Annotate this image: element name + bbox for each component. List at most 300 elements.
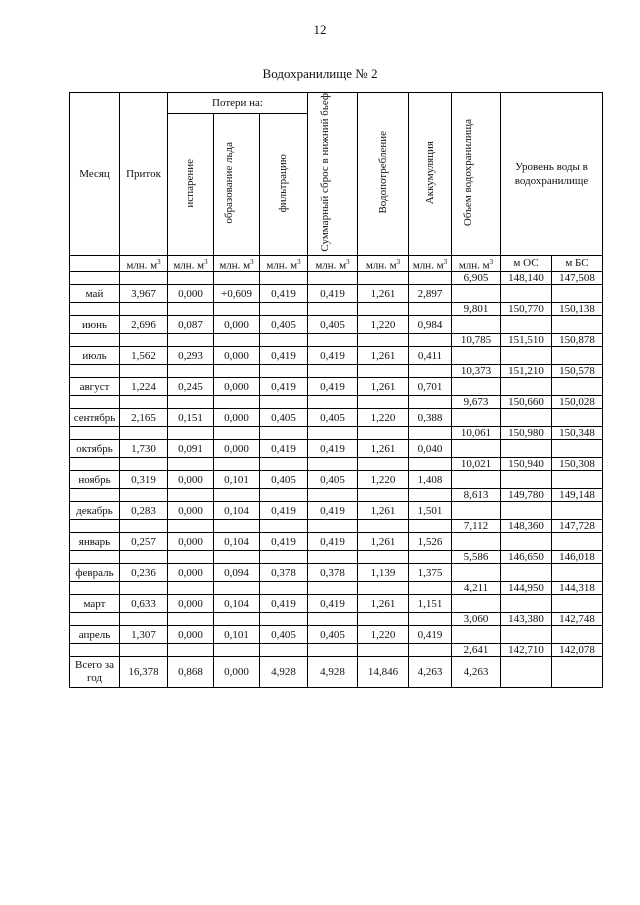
empty-cell xyxy=(501,657,552,688)
level-bs-cell: 147,508 xyxy=(552,272,603,285)
filtration-cell: 0,419 xyxy=(260,285,308,303)
unit-cell: млн. $м^3$ xyxy=(120,255,168,272)
empty-cell xyxy=(452,533,501,551)
empty-cell xyxy=(260,396,308,409)
empty-cell xyxy=(168,489,214,502)
volume-cell: 9,801 xyxy=(452,303,501,316)
ice-cell: 0,101 xyxy=(214,471,260,489)
total-inflow-cell: 16,378 xyxy=(120,657,168,688)
level-os-cell: 142,710 xyxy=(501,644,552,657)
empty-cell xyxy=(409,427,452,440)
empty-cell xyxy=(168,272,214,285)
filtration-cell: 0,419 xyxy=(260,347,308,365)
empty-cell xyxy=(168,365,214,378)
accumulation-cell: 0,984 xyxy=(409,316,452,334)
header-volume: Объем водохранилища xyxy=(452,93,501,256)
empty-cell xyxy=(260,551,308,564)
empty-cell xyxy=(552,285,603,303)
empty-cell xyxy=(308,303,358,316)
filtration-cell: 0,419 xyxy=(260,378,308,396)
filtration-cell: 0,419 xyxy=(260,440,308,458)
empty-cell xyxy=(501,285,552,303)
volume-cell: 3,060 xyxy=(452,613,501,626)
level-os-cell: 148,140 xyxy=(501,272,552,285)
empty-cell xyxy=(308,272,358,285)
empty-cell xyxy=(120,365,168,378)
empty-cell xyxy=(70,272,120,285)
empty-cell xyxy=(452,595,501,613)
month-row xyxy=(70,595,603,613)
empty-cell xyxy=(501,378,552,396)
empty-cell xyxy=(70,303,120,316)
month-cell: апрель xyxy=(70,626,120,644)
header-ice-formation: образование льда xyxy=(214,114,260,255)
empty-cell xyxy=(70,551,120,564)
inflow-cell: 1,307 xyxy=(120,626,168,644)
empty-cell xyxy=(70,396,120,409)
month-row xyxy=(70,440,603,458)
empty-cell xyxy=(168,334,214,347)
header-month: Месяц xyxy=(70,93,120,256)
water-use-cell: 1,220 xyxy=(358,626,409,644)
accumulation-cell: 1,526 xyxy=(409,533,452,551)
filtration-cell: 0,419 xyxy=(260,533,308,551)
empty-cell xyxy=(120,489,168,502)
level-bs-cell: 150,138 xyxy=(552,303,603,316)
empty-cell xyxy=(552,564,603,582)
volume-cell: 4,211 xyxy=(452,582,501,595)
evaporation-cell: 0,293 xyxy=(168,347,214,365)
empty-cell xyxy=(409,644,452,657)
empty-cell xyxy=(308,334,358,347)
empty-cell xyxy=(409,396,452,409)
accumulation-cell: 2,897 xyxy=(409,285,452,303)
empty-cell xyxy=(70,520,120,533)
ice-cell: 0,104 xyxy=(214,502,260,520)
evaporation-cell: 0,000 xyxy=(168,626,214,644)
discharge-cell: 0,419 xyxy=(308,533,358,551)
empty-cell xyxy=(501,316,552,334)
empty-cell xyxy=(409,582,452,595)
empty-cell xyxy=(409,365,452,378)
empty-cell xyxy=(552,347,603,365)
empty-cell xyxy=(552,533,603,551)
empty-cell xyxy=(552,626,603,644)
unit-cell: млн. $м^3$ xyxy=(358,255,409,272)
ice-cell: 0,094 xyxy=(214,564,260,582)
month-cell: февраль xyxy=(70,564,120,582)
empty-cell xyxy=(260,427,308,440)
inflow-cell: 1,730 xyxy=(120,440,168,458)
empty-cell xyxy=(308,427,358,440)
level-bs-cell: 142,748 xyxy=(552,613,603,626)
evaporation-cell: 0,000 xyxy=(168,595,214,613)
empty-cell xyxy=(358,613,409,626)
empty-cell xyxy=(308,613,358,626)
level-bs-cell: 144,318 xyxy=(552,582,603,595)
unit-cell: млн. $м^3$ xyxy=(214,255,260,272)
total-row xyxy=(70,657,603,688)
empty-cell xyxy=(452,471,501,489)
empty-cell xyxy=(260,489,308,502)
accumulation-cell: 0,040 xyxy=(409,440,452,458)
month-row xyxy=(70,471,603,489)
empty-cell xyxy=(308,582,358,595)
level-bs-cell: 142,078 xyxy=(552,644,603,657)
empty-cell xyxy=(552,595,603,613)
water-use-cell: 1,261 xyxy=(358,533,409,551)
evaporation-cell: 0,000 xyxy=(168,471,214,489)
volume-cell: 2,641 xyxy=(452,644,501,657)
month-row xyxy=(70,285,603,303)
empty-cell xyxy=(358,272,409,285)
ice-cell: 0,000 xyxy=(214,316,260,334)
empty-cell xyxy=(70,613,120,626)
level-bs-cell: 150,308 xyxy=(552,458,603,471)
empty-cell xyxy=(214,334,260,347)
total-ice-cell: 0,000 xyxy=(214,657,260,688)
empty-cell xyxy=(260,458,308,471)
empty-cell xyxy=(308,396,358,409)
header-accumulation: Аккумуляция xyxy=(409,93,452,256)
month-cell: январь xyxy=(70,533,120,551)
filtration-cell: 0,405 xyxy=(260,316,308,334)
volume-cell: 10,785 xyxy=(452,334,501,347)
inflow-cell: 1,562 xyxy=(120,347,168,365)
evaporation-cell: 0,000 xyxy=(168,285,214,303)
empty-cell xyxy=(168,458,214,471)
volume-row xyxy=(70,520,603,533)
volume-row xyxy=(70,272,603,285)
water-use-cell: 1,139 xyxy=(358,564,409,582)
empty-cell xyxy=(214,644,260,657)
inflow-cell: 1,224 xyxy=(120,378,168,396)
accumulation-cell: 1,151 xyxy=(409,595,452,613)
volume-row xyxy=(70,613,603,626)
inflow-cell: 2,696 xyxy=(120,316,168,334)
water-use-cell: 1,261 xyxy=(358,595,409,613)
month-cell: июнь xyxy=(70,316,120,334)
ice-cell: 0,000 xyxy=(214,378,260,396)
volume-cell: 7,112 xyxy=(452,520,501,533)
volume-row xyxy=(70,458,603,471)
empty-cell xyxy=(409,613,452,626)
water-use-cell: 1,261 xyxy=(358,378,409,396)
empty-cell xyxy=(452,440,501,458)
discharge-cell: 0,405 xyxy=(308,626,358,644)
accumulation-cell: 0,419 xyxy=(409,626,452,644)
empty-cell xyxy=(70,365,120,378)
month-cell: август xyxy=(70,378,120,396)
empty-cell xyxy=(260,644,308,657)
empty-cell xyxy=(409,551,452,564)
empty-cell xyxy=(452,502,501,520)
discharge-cell: 0,378 xyxy=(308,564,358,582)
empty-cell xyxy=(358,582,409,595)
empty-cell xyxy=(358,458,409,471)
month-cell: март xyxy=(70,595,120,613)
filtration-cell: 0,419 xyxy=(260,502,308,520)
empty-cell xyxy=(409,489,452,502)
month-cell: октябрь xyxy=(70,440,120,458)
reservoir-balance-table xyxy=(69,92,603,688)
volume-row xyxy=(70,303,603,316)
empty-cell xyxy=(308,489,358,502)
empty-cell xyxy=(214,303,260,316)
total-water-use-cell: 14,846 xyxy=(358,657,409,688)
page-number: 12 xyxy=(313,22,327,37)
empty-cell xyxy=(358,427,409,440)
header-filtration: фильтрацию xyxy=(260,114,308,255)
empty-cell xyxy=(168,427,214,440)
empty-cell xyxy=(168,396,214,409)
level-os-cell: 143,380 xyxy=(501,613,552,626)
ice-cell: 0,101 xyxy=(214,626,260,644)
month-row xyxy=(70,316,603,334)
empty-cell xyxy=(70,644,120,657)
volume-row xyxy=(70,551,603,564)
evaporation-cell: 0,087 xyxy=(168,316,214,334)
empty-cell xyxy=(501,595,552,613)
empty-cell xyxy=(308,458,358,471)
unit-cell: млн. $м^3$ xyxy=(409,255,452,272)
empty-cell xyxy=(308,365,358,378)
empty-cell xyxy=(452,285,501,303)
volume-cell: 10,021 xyxy=(452,458,501,471)
ice-cell: +0,609 xyxy=(214,285,260,303)
empty-cell xyxy=(168,303,214,316)
header-water-level: Уровень воды в водохранилище xyxy=(501,93,603,256)
empty-cell xyxy=(260,520,308,533)
volume-cell: 6,905 xyxy=(452,272,501,285)
volume-cell: 9,673 xyxy=(452,396,501,409)
units-row xyxy=(70,255,603,272)
empty-cell xyxy=(358,396,409,409)
level-os-cell: 144,950 xyxy=(501,582,552,595)
empty-cell xyxy=(501,564,552,582)
inflow-cell: 0,257 xyxy=(120,533,168,551)
volume-cell: 10,373 xyxy=(452,365,501,378)
level-os-cell: 151,210 xyxy=(501,365,552,378)
empty-cell xyxy=(260,613,308,626)
inflow-cell: 2,165 xyxy=(120,409,168,427)
empty-cell xyxy=(452,564,501,582)
discharge-cell: 0,405 xyxy=(308,316,358,334)
level-os-cell: 150,660 xyxy=(501,396,552,409)
table-title: Водохранилище № 2 xyxy=(262,66,378,81)
empty-cell xyxy=(501,440,552,458)
empty-cell xyxy=(358,489,409,502)
level-bs-cell: 147,728 xyxy=(552,520,603,533)
empty-cell xyxy=(552,471,603,489)
empty-cell xyxy=(214,582,260,595)
empty-cell xyxy=(214,427,260,440)
empty-cell xyxy=(358,365,409,378)
evaporation-cell: 0,245 xyxy=(168,378,214,396)
empty-cell xyxy=(501,347,552,365)
unit-mbs: м БС xyxy=(552,255,603,272)
empty-cell xyxy=(358,551,409,564)
inflow-cell: 0,633 xyxy=(120,595,168,613)
header-discharge: Суммарный сброс в нижний бьеф xyxy=(308,93,358,256)
empty-cell xyxy=(70,334,120,347)
volume-cell: 10,061 xyxy=(452,427,501,440)
empty-cell xyxy=(214,520,260,533)
filtration-cell: 0,405 xyxy=(260,471,308,489)
accumulation-cell: 1,375 xyxy=(409,564,452,582)
level-os-cell: 151,510 xyxy=(501,334,552,347)
evaporation-cell: 0,000 xyxy=(168,564,214,582)
empty-cell xyxy=(120,272,168,285)
empty-cell xyxy=(214,613,260,626)
accumulation-cell: 0,701 xyxy=(409,378,452,396)
empty-cell xyxy=(120,458,168,471)
empty-cell xyxy=(260,334,308,347)
ice-cell: 0,000 xyxy=(214,409,260,427)
volume-row xyxy=(70,365,603,378)
total-accumulation-cell: 4,263 xyxy=(409,657,452,688)
inflow-cell: 0,283 xyxy=(120,502,168,520)
empty-cell xyxy=(308,520,358,533)
empty-cell xyxy=(409,458,452,471)
inflow-cell: 3,967 xyxy=(120,285,168,303)
empty-cell xyxy=(358,520,409,533)
inflow-cell: 0,236 xyxy=(120,564,168,582)
empty-cell xyxy=(120,427,168,440)
empty-cell xyxy=(552,502,603,520)
unit-cell: млн. $м^3$ xyxy=(260,255,308,272)
empty-cell xyxy=(120,334,168,347)
filtration-cell: 0,405 xyxy=(260,626,308,644)
total-label-cell: Всего за год xyxy=(70,657,120,688)
volume-row xyxy=(70,334,603,347)
month-row xyxy=(70,347,603,365)
empty-cell xyxy=(214,458,260,471)
header-inflow: Приток xyxy=(120,93,168,256)
level-os-cell: 148,360 xyxy=(501,520,552,533)
water-use-cell: 1,220 xyxy=(358,409,409,427)
empty-cell xyxy=(168,613,214,626)
discharge-cell: 0,419 xyxy=(308,347,358,365)
empty-cell xyxy=(452,316,501,334)
discharge-cell: 0,405 xyxy=(308,409,358,427)
evaporation-cell: 0,000 xyxy=(168,533,214,551)
empty-cell xyxy=(552,316,603,334)
volume-row xyxy=(70,396,603,409)
level-os-cell: 149,780 xyxy=(501,489,552,502)
discharge-cell: 0,419 xyxy=(308,595,358,613)
empty-cell xyxy=(214,365,260,378)
empty-cell xyxy=(168,644,214,657)
empty-cell xyxy=(70,582,120,595)
water-use-cell: 1,220 xyxy=(358,471,409,489)
total-evaporation-cell: 0,868 xyxy=(168,657,214,688)
level-bs-cell: 150,578 xyxy=(552,365,603,378)
empty-cell xyxy=(168,520,214,533)
accumulation-cell: 1,501 xyxy=(409,502,452,520)
total-discharge-cell: 4,928 xyxy=(308,657,358,688)
water-use-cell: 1,261 xyxy=(358,440,409,458)
accumulation-cell: 0,388 xyxy=(409,409,452,427)
unit-month xyxy=(70,255,120,272)
month-cell: сентябрь xyxy=(70,409,120,427)
empty-cell xyxy=(452,409,501,427)
water-use-cell: 1,261 xyxy=(358,347,409,365)
empty-cell xyxy=(120,396,168,409)
level-os-cell: 150,980 xyxy=(501,427,552,440)
month-row xyxy=(70,626,603,644)
level-bs-cell: 146,018 xyxy=(552,551,603,564)
accumulation-cell: 0,411 xyxy=(409,347,452,365)
ice-cell: 0,104 xyxy=(214,533,260,551)
month-row xyxy=(70,502,603,520)
empty-cell xyxy=(70,489,120,502)
empty-cell xyxy=(260,582,308,595)
empty-cell xyxy=(120,644,168,657)
month-row xyxy=(70,533,603,551)
empty-cell xyxy=(120,520,168,533)
evaporation-cell: 0,000 xyxy=(168,502,214,520)
empty-cell xyxy=(409,334,452,347)
header-losses: Потери на: xyxy=(168,93,308,114)
volume-cell: 8,613 xyxy=(452,489,501,502)
total-volume-cell: 4,263 xyxy=(452,657,501,688)
empty-cell xyxy=(260,303,308,316)
level-bs-cell: 150,878 xyxy=(552,334,603,347)
month-row xyxy=(70,409,603,427)
discharge-cell: 0,419 xyxy=(308,502,358,520)
discharge-cell: 0,419 xyxy=(308,285,358,303)
water-use-cell: 1,220 xyxy=(358,316,409,334)
empty-cell xyxy=(168,582,214,595)
empty-cell xyxy=(552,440,603,458)
level-bs-cell: 150,348 xyxy=(552,427,603,440)
empty-cell xyxy=(120,551,168,564)
empty-cell xyxy=(452,378,501,396)
empty-cell xyxy=(409,303,452,316)
empty-cell xyxy=(70,427,120,440)
ice-cell: 0,104 xyxy=(214,595,260,613)
month-row xyxy=(70,564,603,582)
empty-cell xyxy=(168,551,214,564)
header-water-use: Водопотребление xyxy=(358,93,409,256)
level-os-cell: 150,940 xyxy=(501,458,552,471)
level-os-cell: 150,770 xyxy=(501,303,552,316)
inflow-cell: 0,319 xyxy=(120,471,168,489)
empty-cell xyxy=(214,396,260,409)
discharge-cell: 0,405 xyxy=(308,471,358,489)
ice-cell: 0,000 xyxy=(214,347,260,365)
empty-cell xyxy=(452,626,501,644)
empty-cell xyxy=(260,365,308,378)
table-body xyxy=(70,272,603,688)
empty-cell xyxy=(260,272,308,285)
empty-cell xyxy=(120,613,168,626)
volume-cell: 5,586 xyxy=(452,551,501,564)
evaporation-cell: 0,091 xyxy=(168,440,214,458)
empty-cell xyxy=(552,657,603,688)
month-cell: май xyxy=(70,285,120,303)
empty-cell xyxy=(501,533,552,551)
discharge-cell: 0,419 xyxy=(308,440,358,458)
discharge-cell: 0,419 xyxy=(308,378,358,396)
volume-row xyxy=(70,427,603,440)
header-evaporation: испарение xyxy=(168,114,214,255)
unit-mos: м ОС xyxy=(501,255,552,272)
empty-cell xyxy=(214,551,260,564)
empty-cell xyxy=(120,582,168,595)
empty-cell xyxy=(552,409,603,427)
